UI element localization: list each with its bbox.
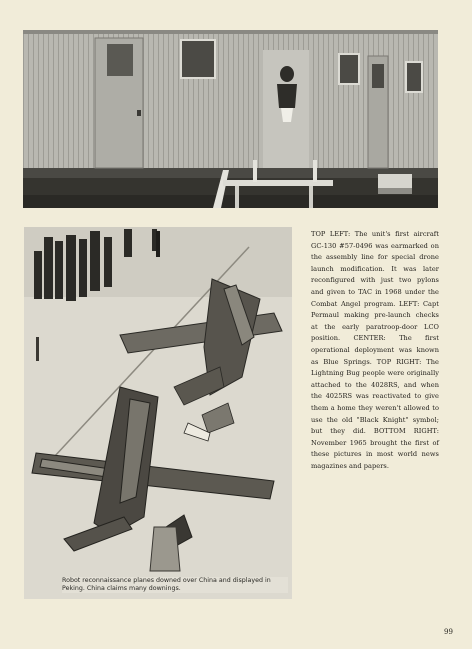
drone-wreckage-photo: [24, 227, 292, 599]
trailer-image: [23, 30, 438, 208]
photo-caption: Robot reconnaissance planes downed over China and displayed in Peking. China claims many downings.: [62, 577, 288, 593]
drone-wreckage-image: [24, 227, 292, 599]
trailer-photo: [23, 30, 438, 208]
page-number: 99: [444, 628, 453, 636]
photo-captions-text: TOP LEFT: The unit's first aircraft GC-130 #57-0496 was earmarked on the assembly line for special drone launch modification. It was later reconfigured with just two pylons and given to TAC in 1968 under the Combat Angel program. LEFT: Capt Permaul making pre-launch checks at the early paratroop-door LCO position. CENTER: The first operational deployment was known as Blue Springs. TOP RIGHT: The Lightning Bug people were originally attached to the 4028RS, and when the 4025RS was reactivated to give them a home they weren't allowed to use the old "Black Knight" symbol; but they did. BOTTOM RIGHT: November 1965 brought the first of these pictures in most world news magazines and papers.: [311, 230, 439, 470]
